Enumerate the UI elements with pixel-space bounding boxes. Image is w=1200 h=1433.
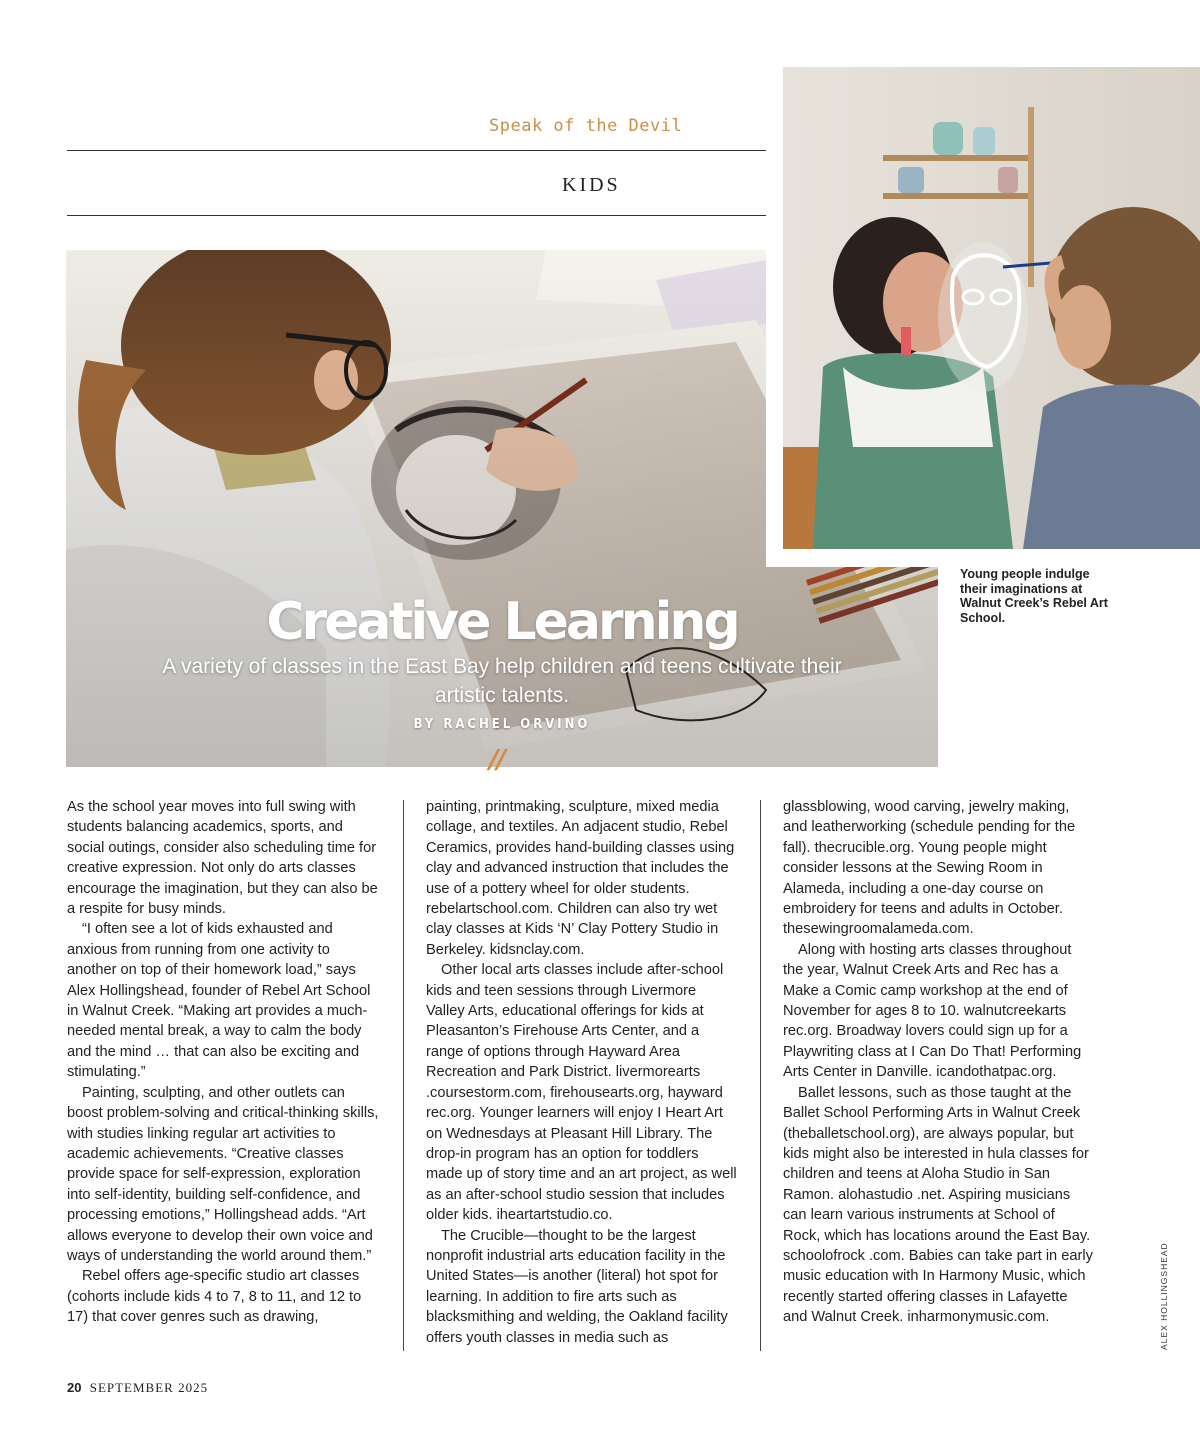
paragraph: Rebel offers age-specific studio art classes (cohorts include kids 4 to 7, 8 to 11, and 12 to 17) that cover genres such as drawing, — [67, 1268, 362, 1326]
photo-caption: Young people indulge their imaginations at Walnut Creek’s Rebel Art School. — [960, 567, 1108, 625]
column-divider — [403, 800, 404, 1351]
paragraph: As the school year moves into full swing with students balancing academics, sports, and social outings, consider also scheduling time for creative expression. Not only do arts classes encourage the imagination, but they can also be a respite for busy minds. — [67, 799, 378, 918]
header-top-rule — [67, 150, 766, 151]
body-column-3 — [783, 797, 1095, 1328]
paragraph: glassblowing, wood carving, jewelry making, and leatherworking (schedule pending for the fall). thecrucible.org. Young people might consider lessons at the Sewing Room in Alameda, including a one-day course on embroidery for teens and adults in October. thesewingroomalameda.com. — [783, 799, 1076, 938]
paragraph: The Crucible—thought to be the largest nonprofit industrial arts education facility in the United States—is another (literal) hot spot for learning. In addition to fire arts such as blacksmithing and welding, the Oakland facility offers youth classes in media such as — [426, 1227, 728, 1346]
ornament-slash: // — [489, 745, 504, 775]
paragraph: Ballet lessons, such as those taught at the Ballet School Performing Arts in Walnut Creek (theballetschool.org), are always popular, but kids might also be interested in hula classes for children and teens at Aloha Studio in San Ramon. alohastudio .net. Aspiring musicians can learn various instruments at School of Rock, which has locations around the East Bay. schoolofrock .com. Babies can take part in early music education with In Harmony Music, which recently started offering classes in Lafayette and Walnut Creek. inharmonymusic.com. — [783, 1084, 1093, 1326]
header-bottom-rule — [67, 215, 766, 216]
column-divider — [760, 800, 761, 1351]
paragraph: Painting, sculpting, and other outlets can boost problem-solving and critical-thinking skills, with studies linking regular art activities to academic achievements. “Creative classes provide space for self-expression, exploration into self-identity, building self-confidence, and processing emotions,” Hollingshead adds. “Art allows everyone to develop their own voice and ways of understanding the world around them.” — [67, 1084, 379, 1264]
deck: A variety of classes in the East Bay help children and teens cultivate their artistic talents. — [162, 655, 842, 707]
body-column-1 — [67, 797, 379, 1328]
kicker: KIDS — [562, 174, 621, 196]
paragraph: Along with hosting arts classes throughout the year, Walnut Creek Arts and Rec has a Make a Comic camp workshop at the end of November for ages 8 to 10. walnutcreekarts rec.org. Broadway lovers could sign up for a Playwriting class at I Can Do That! Performing Arts Center in Danville. icandothatpac.org. — [783, 941, 1082, 1081]
paragraph: “I often see a lot of kids exhausted and anxious from running from one activity to another on top of their homework load,” says Alex Hollingshead, founder of Rebel Art School in Walnut Creek. “Making art provides a much-needed mental break, a way to calm the body and the mind … that can also be exciting and stimulating.” — [67, 921, 371, 1081]
side-photo-border-bottom — [766, 549, 1200, 567]
paragraph: painting, printmaking, sculpture, mixed media collage, and textiles. An adjacent studio, Rebel Ceramics, provides hand-building classes using clay and advanced instruction that includes the use of a pottery wheel for older students. rebelartschool.com. Children can also try wet clay classes at Kids ‘N’ Clay Pottery Studio in Berkeley. kidsnclay.com. — [426, 799, 735, 958]
byline: BY RACHEL ORVINO — [413, 717, 591, 732]
side-photo-border — [766, 67, 783, 567]
photo-credit: ALEX HOLLINGSHEAD — [1159, 1242, 1169, 1350]
headline: Creative Learning — [266, 592, 738, 652]
section-label: Speak of the Devil — [489, 116, 683, 136]
paragraph: Other local arts classes include after-school kids and teen sessions through Livermore Valley Arts, educational offerings for kids at Pleasanton’s Firehouse Arts Center, and a range of options through Hayward Area Recreation and Park District. livermorearts .coursestorm.com, firehousearts.org, hayward rec.org. Younger learners will enjoy I Heart Art on Wednesdays at Pleasant Hill Library. The drop-in program has an option for toddlers made up of story time and an art project, as well as an after-school studio session that includes older kids. iheartartstudio.co. — [426, 962, 737, 1224]
body-column-2 — [426, 797, 738, 1348]
side-photo — [783, 67, 1200, 549]
page-folio — [67, 1380, 208, 1396]
issue-date: SEPTEMBER 2025 — [89, 1380, 209, 1395]
page-number: 20 — [67, 1380, 82, 1395]
